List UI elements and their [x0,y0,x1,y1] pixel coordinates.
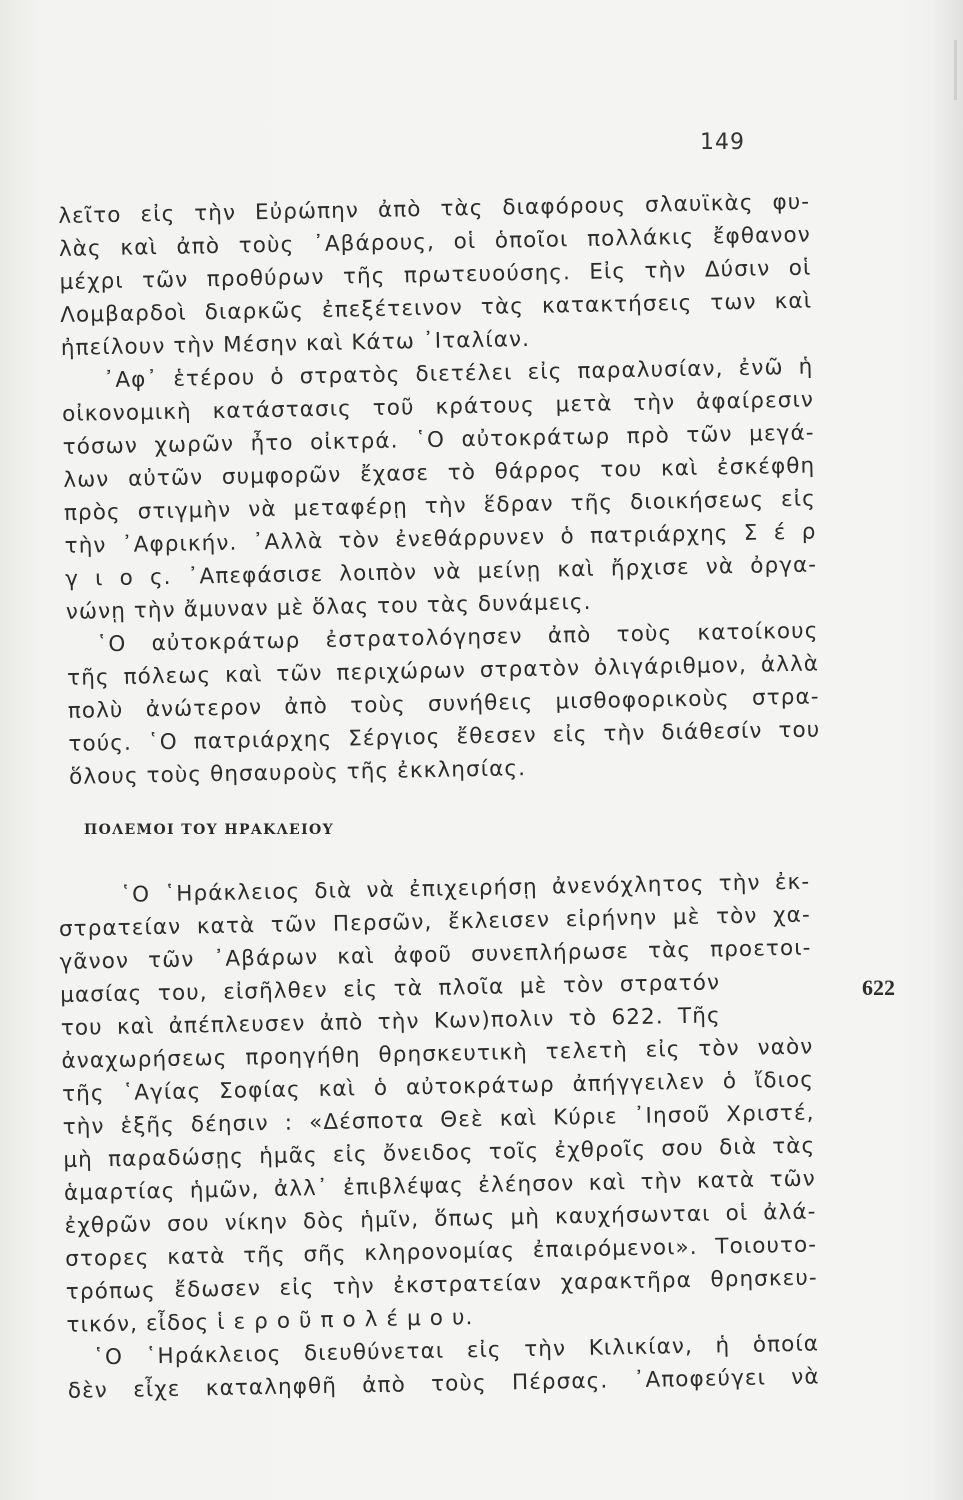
text-line: τόσων χωρῶν ἦτο οἰκτρά. ῾Ο αὐτοκράτωρ πρὸ τῶν μεγά- [62,420,815,460]
text-line: πρὸς στιγμὴν νὰ μεταφέρῃ τὴν ἕδραν τῆς διοικήσεως εἰς [63,486,817,526]
text-line: μασίας του, εἰσῆλθεν εἰς τὰ πλοῖα μὲ τὸν στρατόν [59,970,721,1008]
text-line: τὴν ᾿Αφρικήν. ᾿Αλλὰ τὸν ἐνεθάρρυνεν ὁ πατριάρχης Σ έ ρ [64,519,817,559]
text-line: τὴν ἑξῆς δέησιν : «Δέσποτα Θεὲ καὶ Κύριε ᾿Ιησοῦ Χριστέ, [62,1100,815,1140]
text-line: λεῖτο εἰς τὴν Εὐρώπην ἀπὸ τὰς διαφόρους σλαυϊκὰς φυ- [58,189,811,229]
section-heading: ΠΟΛΕΜΟΙ ΤΟΥ ΗΡΑΚΛΕΙΟΥ [84,822,335,838]
text-line: ᾿Αφ᾿ ἑτέρου ὁ στρατὸς διετέλει εἰς παραλυσίαν, ἐνῶ ἡ [103,354,814,394]
text-line: γ ι ο ς. ᾿Απεφάσισε λοιπὸν νὰ μείνῃ καὶ ἤρχισε νὰ ὀργα- [65,552,818,592]
text-line: στορες κατὰ τῆς σῆς κληρονομίας ἐπαιρόμενοι». Τοιουτο- [65,1232,818,1272]
page-edge-shadow [933,0,963,1500]
text-line: λων αὐτῶν συμφορῶν ἔχασε τὸ θάρρος του καὶ ἐσκέφθη [63,453,816,493]
text-line: ἐχθρῶν σου νίκην δὸς ἡμῖν, ὅπως μὴ καυχήσωνται οἱ ἀλά- [64,1199,817,1239]
text-line: ῾Ο ῾Ηράκλειος διευθύνεται εἰς τὴν Κιλικίαν, ἡ ὁποία [92,1331,820,1371]
text-block-lower [58,866,820,1408]
text-line: ἁμαρτίας ἡμῶν, ἀλλ᾿ ἐπιβλέψας ἐλέησον καὶ τὴν κατὰ τῶν [63,1166,817,1206]
text-line: μέχρι τῶν προθύρων τῆς πρωτευούσης. Εἰς τὴν Δύσιν οἱ [59,255,812,295]
text-line: τούς. ῾Ο πατριάρχης Σέργιος ἔθεσεν εἰς τὴν διάθεσίν του [68,717,821,757]
text-line: ῾Ο ῾Ηράκλειος διὰ νὰ ἐπιχειρήσῃ ἀνενόχλητος τὴν ἐκ- [120,869,811,908]
text-line: γᾶνον τῶν ᾿Αβάρων καὶ ἀφοῦ συνεπλήρωσε τὰς προετοι- [59,935,812,975]
text-line: πολὺ ἀνώτερον ἀπὸ τοὺς συνήθεις μισθοφορικοὺς στρα- [67,684,820,724]
text-line: στρατείαν κατὰ τῶν Περσῶν, ἔκλεισεν εἰρήνην μὲ τὸν χα- [58,902,812,942]
text-line: Λομβαρδοὶ διαρκῶς ἐπεξέτεινον τὰς κατακτήσεις των καὶ [59,288,813,328]
text-block-upper [58,186,821,794]
text-line: τικόν, εἶδος ἱ ε ρ ο ῦ π ο λ έ μ ο υ. [66,1305,474,1338]
text-line: δὲν εἶχε καταληφθῆ ἀπὸ τοὺς Πέρσας. ᾿Αποφεύγει νὰ [67,1364,820,1404]
text-line: ἠπείλουν τὴν Μέσην καὶ Κάτω ᾿Ιταλίαν. [60,326,531,361]
text-line: λὰς καὶ ἀπὸ τοὺς ᾿Αβάρους, οἱ ὁποῖοι πολλάκις ἔφθανον [58,222,812,262]
text-line: τρόπως ἔδωσεν εἰς τὴν ἐκστρατείαν χαρακτῆρα θρησκευ- [65,1265,819,1305]
text-line: οἰκονομικὴ κατάστασις τοῦ κράτους μετὰ τὴν ἀφαίρεσιν [61,387,815,427]
margin-year-note: 622 [862,975,895,1000]
text-line: ὅλους τοὺς θησαυροὺς τῆς ἐκκλησίας. [68,756,527,790]
text-line: μὴ παραδώσῃς ἡμᾶς εἰς ὄνειδος τοῖς ἐχθροῖς σου διὰ τὰς [63,1133,816,1173]
page-number: 149 [700,130,745,155]
text-line: του καὶ ἀπέπλευσεν ἀπὸ τὴν Κων)πολιν τὸ 622. Τῆς [60,1003,721,1041]
text-line: τῆς ῾Αγίας Σοφίας καὶ ὁ αὐτοκράτωρ ἀπήγγειλεν ὁ ἴδιος [61,1067,815,1107]
text-line: νώνῃ τὴν ἄμυναν μὲ ὅλας του τὰς δυνάμεις. [65,589,592,625]
text-line: ἀναχωρήσεως προηγήθη θρησκευτικὴ τελετὴ εἰς τὸν ναὸν [61,1034,814,1074]
text-line: τῆς πόλεως καὶ τῶν περιχώρων στρατὸν ὀλιγάριθμον, ἀλλὰ [66,651,820,691]
text-line: ῾Ο αὐτοκράτωρ ἐστρατολόγησεν ἀπὸ τοὺς κατοίκους [96,618,819,658]
